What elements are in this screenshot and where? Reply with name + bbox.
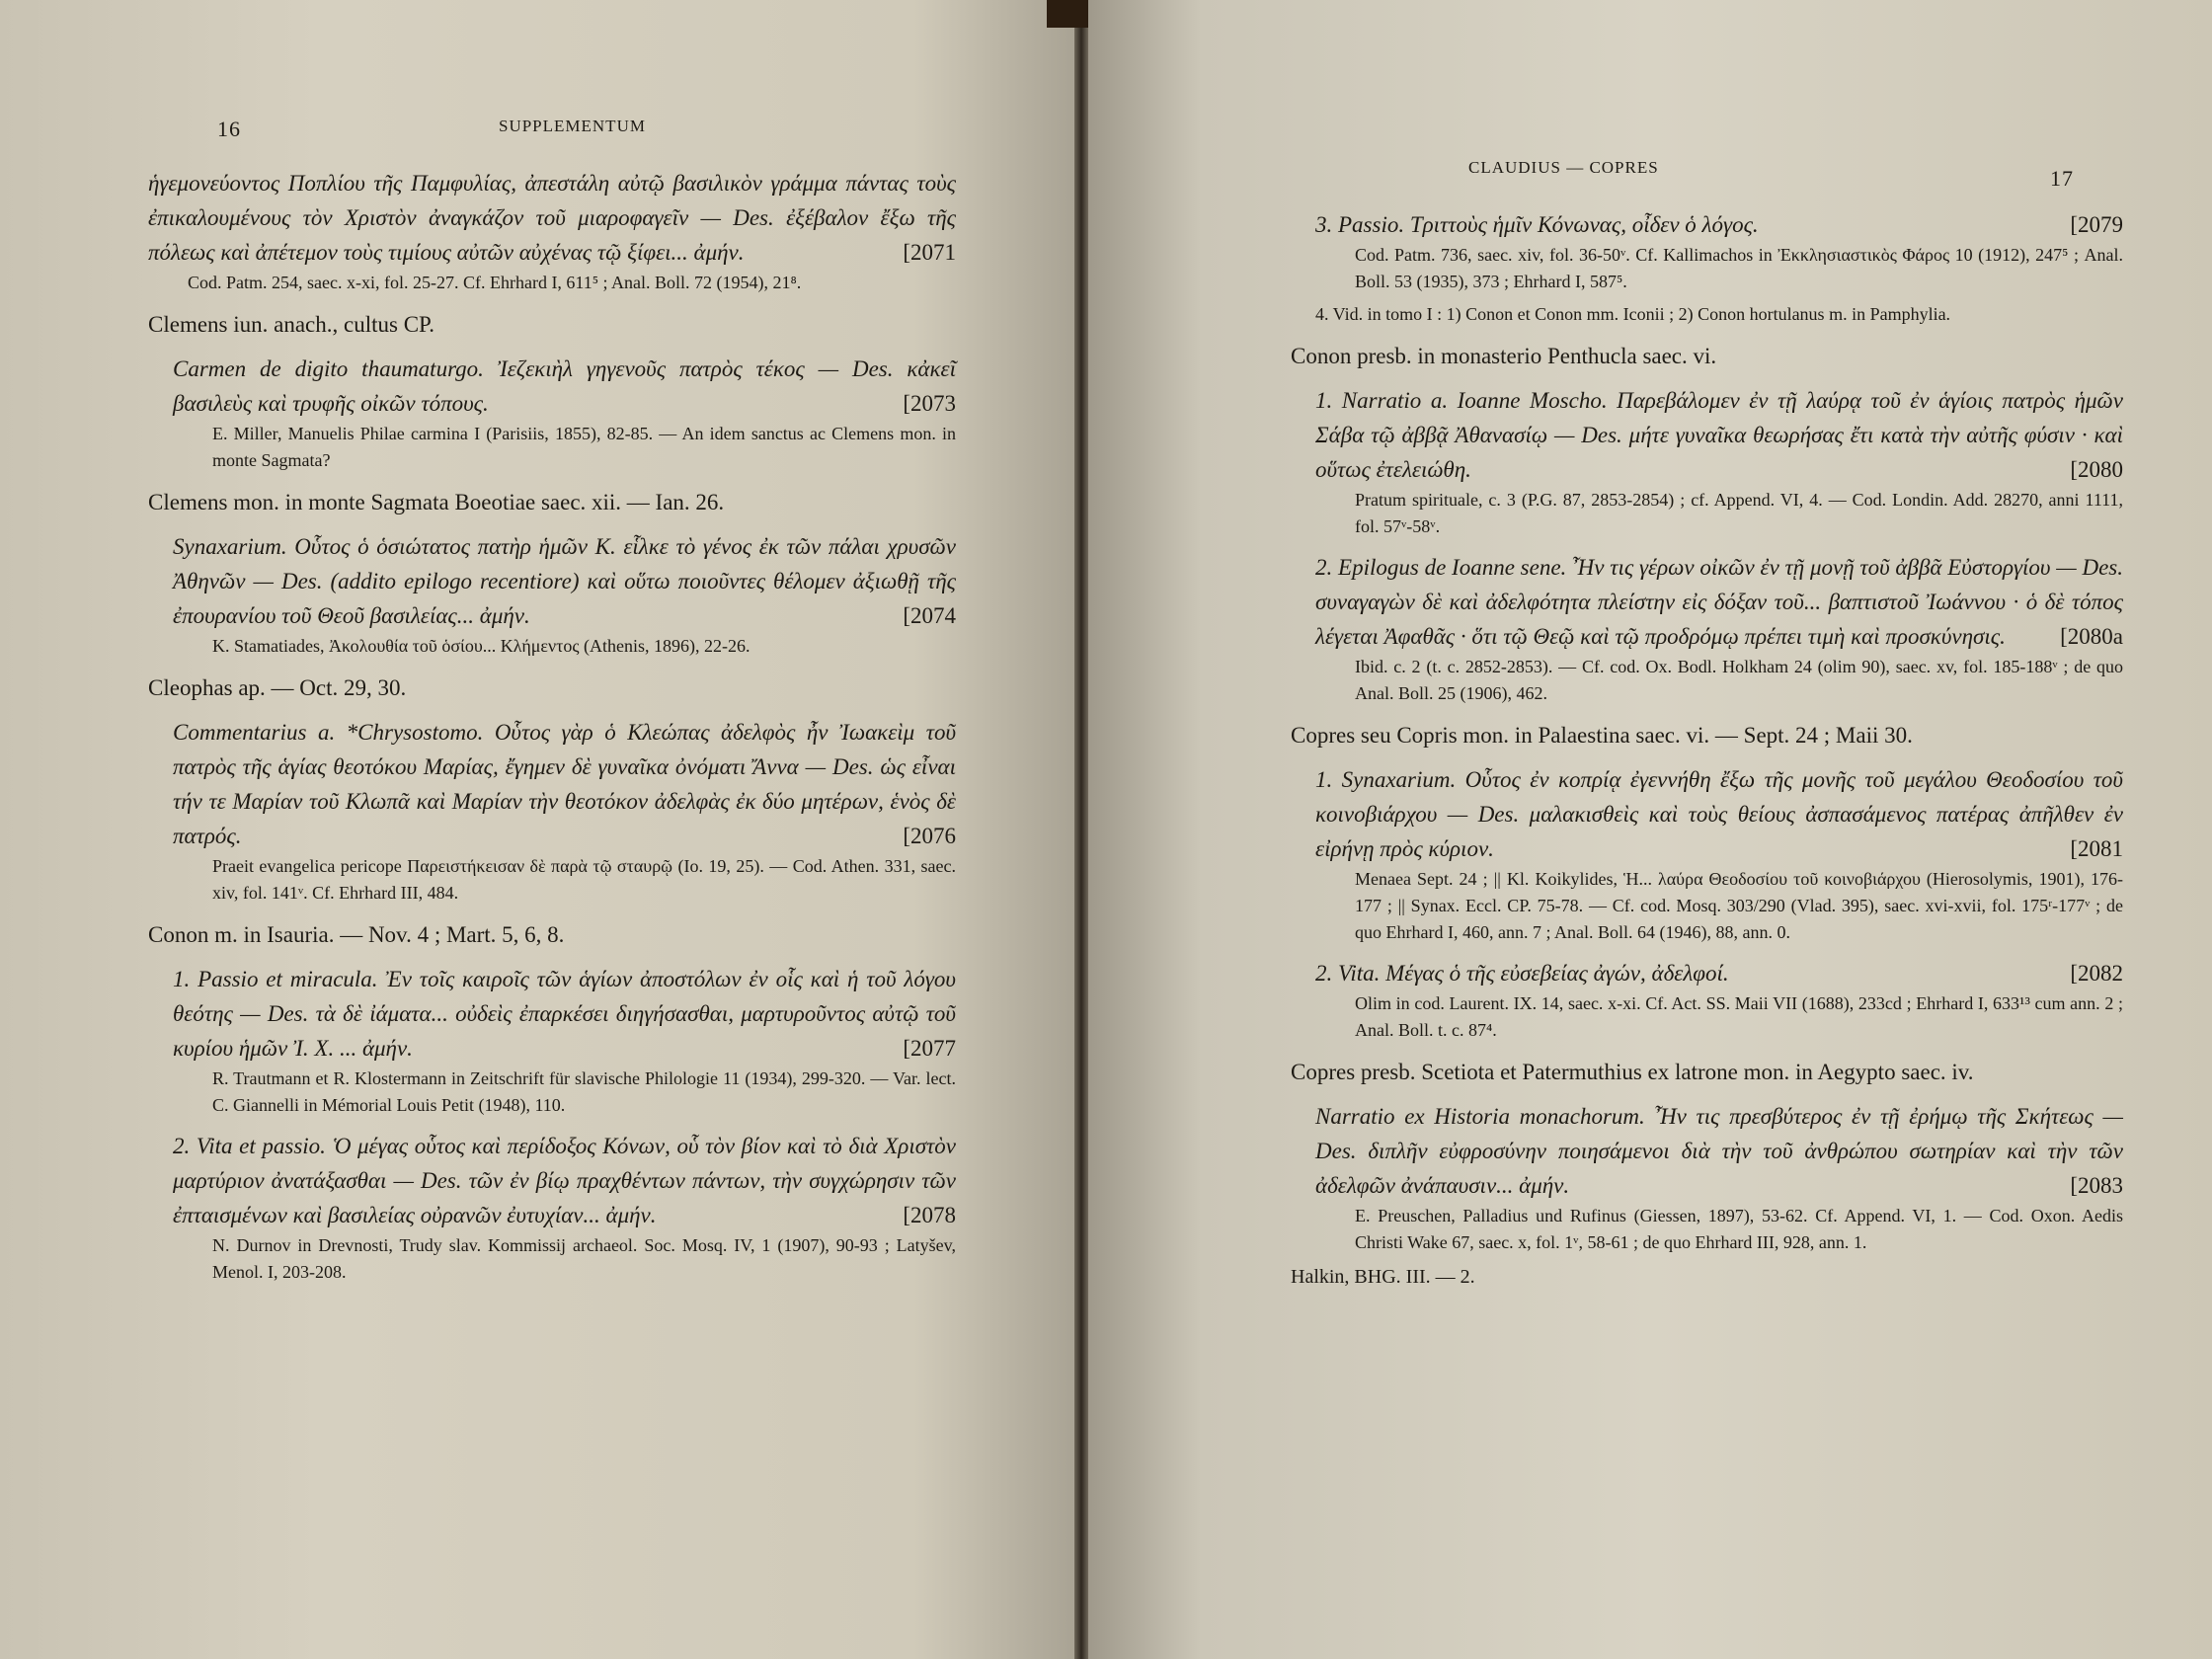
bibliographic-note: K. Stamatiades, Ἀκολουθία τοῦ ὁσίου... Κλήμεντος (Athenis, 1896), 22-26. xyxy=(212,636,750,656)
entry-number: [2079 xyxy=(2070,212,2123,237)
bibliographic-note: Cod. Patm. 254, saec. x-xi, fol. 25-27. Cf. Ehrhard I, 611⁵ ; Anal. Boll. 72 (1954), 21⁸. xyxy=(188,273,802,292)
saint-heading: Clemens mon. in monte Sagmata Boeotiae saec. xii. — Ian. 26. xyxy=(148,490,725,514)
entry-text: 1. Narratio a. Ioanne Moscho. Παρεβάλομεν ἐν τῇ λαύρᾳ τοῦ ἐν ἁγίοις πατρὸς ἡμῶν Σάβα τῷ ἀββᾷ Ἀθανασίῳ — Des. μήτε γυναῖκα θεωρήσας ἔτι κατὰ τὴν αὐτῆς φύσιν · καὶ οὕτως ἐτελειώθη. [2080 xyxy=(1315,383,2123,487)
entry-number: [2074 xyxy=(903,603,956,628)
book-gutter xyxy=(1074,0,1088,1659)
entry-text: Commentarius a. *Chrysostomo. Οὗτος γὰρ ὁ Κλεώπας ἀδελφὸς ἦν Ἰωακεὶμ τοῦ πατρὸς τῆς ἁγίας θεοτόκου Μαρίας, ἔγημεν δὲ γυναῖκα ὀνόματι Ἄννα — Des. ὡς εἶναι τήν τε Μαρίαν τοῦ Κλωπᾶ καὶ Μαρίαν τὴν θεοτόκον ἀδελφὰς ἐκ δύο μητέρων, ἑνὸς δὲ πατρός. [2076 xyxy=(173,715,956,853)
bibliographic-note: N. Durnov in Drevnosti, Trudy slav. Kommissij archaeol. Soc. Mosq. IV, 1 (1907), 90-93 ; Latyšev, Menol. I, 203-208. xyxy=(212,1235,956,1282)
entry-text: 3. Passio. Τριττοὺς ἡμῖν Κόνωνας, οἶδεν ὁ λόγος. [2079 xyxy=(1315,207,2123,242)
bibliographic-note: Menaea Sept. 24 ; || Kl. Koikylides, Ἡ... λαύρα Θεοδοσίου τοῦ κοινοβιάρχου (Hierosolymis, 1901), 176-177 ; || Synax. Eccl. CP. 75-78. — Cf. cod. Mosq. 303/290 (Vlad. 395), saec. xvi-xvii, fol. 175ʳ-177ᵛ ; de quo Ehrhard I, 460, ann. 7 ; Anal. Boll. 64 (1946), 88, ann. 0. xyxy=(1355,869,2123,942)
saint-heading: Conon presb. in monasterio Penthucla saec. vi. xyxy=(1291,344,1717,368)
entry-text: Synaxarium. Οὗτος ὁ ὁσιώτατος πατὴρ ἡμῶν Κ. εἷλκε τὸ γένος ἐκ τῶν πάλαι χρυσῶν Ἀθηνῶν — Des. (addito epilogo recentiore) καὶ οὕτω ποιοῦντες θέλομεν ἀξιωθῇ τῆς ἐπουρανίου τοῦ Θεοῦ βασιλείας... ἀμήν. [2074 xyxy=(173,529,956,633)
bibliographic-note: E. Miller, Manuelis Philae carmina I (Parisiis, 1855), 82-85. — An idem sanctus ac Clemens mon. in monte Sagmata? xyxy=(212,424,956,470)
entry-number: [2083 xyxy=(2070,1173,2123,1198)
entry-number: [2080a xyxy=(2060,624,2123,649)
entry-text: ἡγεμονεύοντος Ποπλίου τῆς Παμφυλίας, ἀπεστάλη αὐτῷ βασιλικὸν γράμμα πάντας τοὺς ἐπικαλουμένους τὸν Χριστὸν ἀναγκάζον τοῦ μιαροφαγεῖν — Des. ἐξέβαλον ἔξω τῆς πόλεως καὶ ἀπέτεμον τοὺς τιμίους αὐτῶν αὐχένας τῷ ξίφει... ἀμήν. [2071 xyxy=(148,166,956,270)
left-page xyxy=(0,0,1074,1659)
entry-number: [2080 xyxy=(2070,457,2123,482)
page-number: 17 xyxy=(2050,166,2074,191)
bibliographic-note: Pratum spirituale, c. 3 (P.G. 87, 2853-2854) ; cf. Append. VI, 4. — Cod. Londin. Add. 28270, anni 1111, fol. 57ᵛ-58ᵛ. xyxy=(1355,490,2123,536)
entry-number: [2078 xyxy=(903,1203,956,1227)
running-head: SUPPLEMENTUM xyxy=(499,117,646,135)
saint-heading: Copres seu Copris mon. in Palaestina saec. vi. — Sept. 24 ; Maii 30. xyxy=(1291,723,1913,748)
signature-footer: Halkin, BHG. III. — 2. xyxy=(1291,1266,1475,1288)
page-number: 16 xyxy=(217,117,241,141)
entry-number: [2073 xyxy=(903,391,956,416)
entry-number: [2076 xyxy=(903,824,956,848)
saint-heading: Copres presb. Scetiota et Patermuthius ex latrone mon. in Aegypto saec. iv. xyxy=(1291,1060,1974,1084)
entry-number: [2077 xyxy=(903,1036,956,1061)
saint-heading: Conon m. in Isauria. — Nov. 4 ; Mart. 5, 6, 8. xyxy=(148,922,565,947)
entry-text: 1. Passio et miracula. Ἐν τοῖς καιροῖς τῶν ἁγίων ἀποστόλων ἐν οἷς καὶ ἡ τοῦ λόγου θεότης — Des. τὰ δὲ ἰάματα... οὐδεὶς ἐπαρκέσει διηγήσασθαι, μαρτυροῦντος αὐτῷ τοῦ κυρίου ἡμῶν Ἰ. Χ. ... ἀμήν. [2077 xyxy=(173,962,956,1066)
running-head: CLAUDIUS — COPRES xyxy=(1468,158,1659,177)
saint-heading: Clemens iun. anach., cultus CP. xyxy=(148,312,435,337)
entry-text: 2. Epilogus de Ioanne sene. Ἦν τις γέρων οἰκῶν ἐν τῇ μονῇ τοῦ ἀββᾶ Εὐστοργίου — Des. συναγαγὼν δὲ καὶ ἀδελφότητα πλείστην εἰς δόξαν τοῦ... βαπτιστοῦ Ἰωάννου · ὁ δὲ τόπος λέγεται Ἀφαθᾶς · ὅτι τῷ Θεῷ καὶ τῷ προδρόμῳ πρέπει τιμὴ καὶ προσκύνησις. [2080a xyxy=(1315,550,2123,654)
right-page xyxy=(1088,0,2212,1659)
entry-text: 2. Vita et passio. Ὁ μέγας οὗτος καὶ περίδοξος Κόνων, οὗ τὸν βίον καὶ τὸ διὰ Χριστὸν μαρτύριον ἀνατάξασθαι — Des. τῶν ἐν βίῳ πραχθέντων πάντων, τὴν συγχώρησιν τῶν ἐπταισμένων καὶ βασιλείας οὐρανῶν ἐυτυχίαν... ἀμήν. [2078 xyxy=(173,1129,956,1232)
bibliographic-note: Cod. Patm. 736, saec. xiv, fol. 36-50ᵛ. Cf. Kallimachos in Ἐκκλησιαστικὸς Φάρος 10 (1912), 247⁵ ; Anal. Boll. 53 (1935), 373 ; Ehrhard I, 587⁵. xyxy=(1355,245,2123,291)
entry-text: Narratio ex Historia monachorum. Ἦν τις πρεσβύτερος ἐν τῇ ἐρήμῳ τῆς Σκήτεως — Des. διπλῆν εὐφροσύνην ποιησάμενοι διὰ τὴν τοῦ ἀνθρώπου σωτηρίαν καὶ τὴν τῶν ἀδελφῶν ἀνάπαυσιν... ἀμήν. [2083 xyxy=(1315,1099,2123,1203)
left-page-header xyxy=(148,117,956,156)
entry-number: [2081 xyxy=(2070,836,2123,861)
entry-number: [2071 xyxy=(903,240,956,265)
right-page-header xyxy=(1291,158,2123,198)
bibliographic-note: R. Trautmann et R. Klostermann in Zeitschrift für slavische Philologie 11 (1934), 299-320. — Var. lect. C. Giannelli in Mémorial Louis Petit (1948), 110. xyxy=(212,1068,956,1115)
entry-number: [2082 xyxy=(2070,961,2123,986)
bibliographic-note: E. Preuschen, Palladius und Rufinus (Giessen, 1897), 53-62. Cf. Append. VI, 1. — Cod. Oxon. Aedis Christi Wake 67, saec. x, fol. 1ᵛ, 58-61 ; de quo Ehrhard III, 928, ann. 1. xyxy=(1355,1206,2123,1252)
bibliographic-note: Ibid. c. 2 (t. c. 2852-2853). — Cf. cod. Ox. Bodl. Holkham 24 (olim 90), saec. xv, fol. 185-188ᵛ ; de quo Anal. Boll. 25 (1906), 462. xyxy=(1355,657,2123,703)
entry-text: 2. Vita. Μέγας ὁ τῆς εὐσεβείας ἀγών, ἀδελφοί. [2082 xyxy=(1315,956,2123,990)
entry-text: Carmen de digito thaumaturgo. Ἰεζεκιὴλ γηγενοῦς πατρὸς τέκος — Des. κἀκεῖ βασιλεὺς καὶ τρυφῆς οἰκῶν τόπους. [2073 xyxy=(173,352,956,421)
entry-text: 1. Synaxarium. Οὗτος ἐν κοπρίᾳ ἐγεννήθη ἔξω τῆς μονῆς τοῦ μεγάλου Θεοδοσίου τοῦ κοινοβιάρχου — Des. μαλακισθεὶς καὶ τοὺς θείους ἀσπασάμενος πατέρας ἀπῆλθεν ἐν εἰρήνῃ πρὸς κύριον. [2081 xyxy=(1315,762,2123,866)
saint-heading: Cleophas ap. — Oct. 29, 30. xyxy=(148,675,407,700)
cross-reference-note: 4. Vid. in tomo I : 1) Conon et Conon mm. Iconii ; 2) Conon hortulanus m. in Pamphylia. xyxy=(1315,304,1951,324)
bibliographic-note: Olim in cod. Laurent. IX. 14, saec. x-xi. Cf. Act. SS. Maii VII (1688), 233cd ; Ehrhard I, 633¹³ cum ann. 2 ; Anal. Boll. t. c. 87⁴. xyxy=(1355,993,2123,1040)
bibliographic-note: Praeit evangelica pericope Παρειστήκεισαν δὲ παρὰ τῷ σταυρῷ (Io. 19, 25). — Cod. Athen. 331, saec. xiv, fol. 141ᵛ. Cf. Ehrhard III, 484. xyxy=(212,856,956,903)
